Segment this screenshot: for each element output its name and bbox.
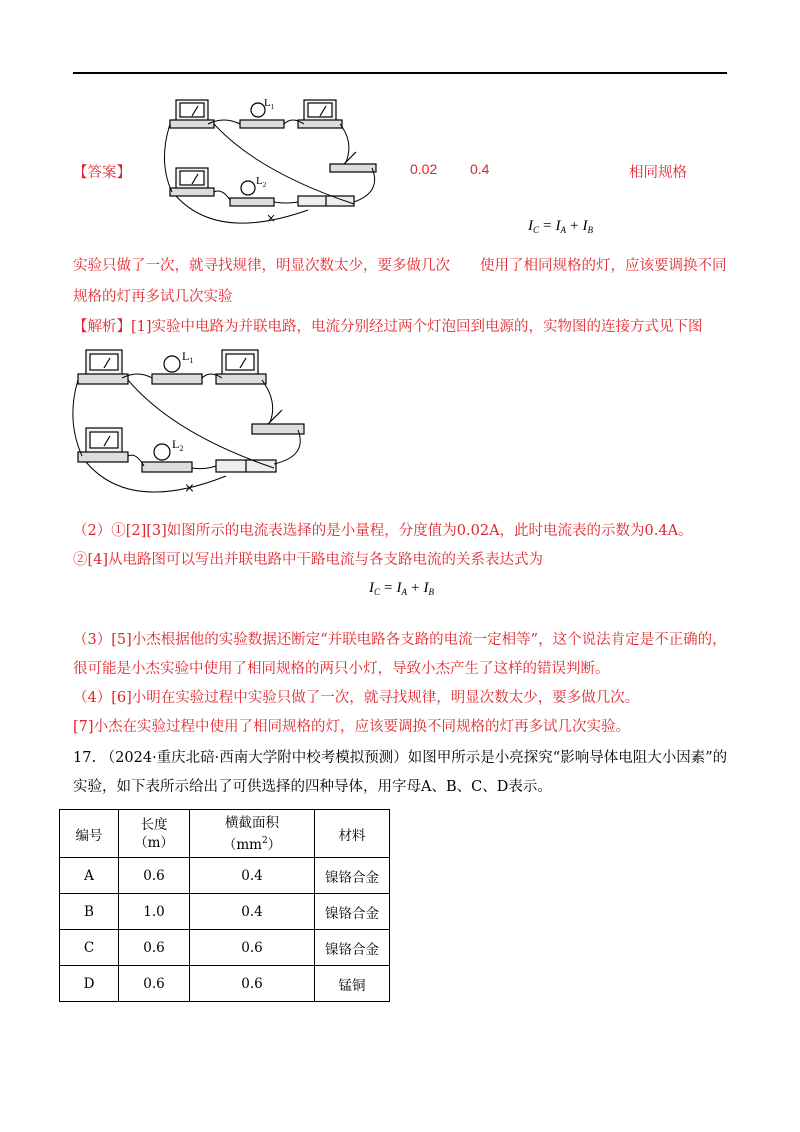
answer-value-3: 相同规格 bbox=[629, 165, 687, 181]
answer-value-1: 0.02 bbox=[410, 161, 438, 177]
cell-area: 0.6 bbox=[190, 930, 315, 966]
label-L2: $L_2$ bbox=[256, 175, 267, 189]
analysis-para-3: ②[4]从电路图可以写出并联电路中干路电流与各支路电流的关系表达式为 bbox=[73, 552, 544, 568]
table-header-row bbox=[60, 810, 390, 858]
header-rule bbox=[73, 72, 727, 74]
answer-value-2: 0.4 bbox=[470, 161, 490, 177]
cell-length: 0.6 bbox=[119, 858, 190, 894]
label-L1-analysis: $L_1$ bbox=[182, 349, 194, 365]
cell-id: C bbox=[60, 930, 119, 966]
answer-text-line3: 规格的灯再多试几次实验 bbox=[73, 289, 233, 305]
cell-area: 0.4 bbox=[190, 894, 315, 930]
equation-analysis: $I_C = I_A + I_B$ bbox=[369, 580, 434, 597]
analysis-para-7: [7]小杰在实验过程中使用了相同规格的灯，应该要调换不同规格的灯再多试几次实验。 bbox=[73, 719, 631, 735]
cell-id: B bbox=[60, 894, 119, 930]
question-17-line1: 17. （2024·重庆北碚·西南大学附中校考模拟预测）如图甲所示是小亮探究“影响导体电阻大小因素”的 bbox=[73, 750, 728, 766]
cell-material: 锰铜 bbox=[315, 966, 390, 1002]
header-material: 材料 bbox=[315, 810, 390, 858]
cell-area: 0.6 bbox=[190, 966, 315, 1002]
analysis-para-4: （3）[5]小杰根据他的实验数据还断定“并联电路各支路的电流一定相等”，这个说法肯定是不正确的， bbox=[73, 632, 727, 648]
label-L1: $L_1$ bbox=[264, 97, 275, 111]
cell-material: 镍铬合金 bbox=[315, 858, 390, 894]
cell-length: 0.6 bbox=[119, 930, 190, 966]
equation-answer: $I_C = I_A + I_B$ bbox=[528, 218, 593, 235]
cell-id: A bbox=[60, 858, 119, 894]
cell-id: D bbox=[60, 966, 119, 1002]
answer-label: 【答案】 bbox=[73, 165, 131, 181]
circuit-diagram-answer bbox=[158, 92, 388, 232]
conductor-table bbox=[59, 809, 390, 1002]
label-L2-analysis: $L_2$ bbox=[172, 437, 184, 453]
analysis-para-1: 【解析】[1]实验中电路为并联电路，电流分别经过两个灯泡回到电源的，实物图的连接方式见下图 bbox=[73, 319, 703, 335]
analysis-para-5: 很可能是小杰实验中使用了相同规格的两只小灯，导致小杰产生了这样的错误判断。 bbox=[73, 661, 610, 677]
cell-material: 镍铬合金 bbox=[315, 930, 390, 966]
analysis-para-2: （2）①[2][3]如图所示的电流表选择的是小量程，分度值为0.02A，此时电流表的示数为0.4A。 bbox=[73, 523, 693, 539]
table-row bbox=[60, 894, 390, 930]
cell-material: 镍铬合金 bbox=[315, 894, 390, 930]
table-row bbox=[60, 858, 390, 894]
question-17-line2: 实验，如下表所示给出了可供选择的四种导体，用字母A、B、C、D表示。 bbox=[73, 779, 552, 795]
header-area: 横截面积 $(mm^2)$ bbox=[190, 810, 315, 858]
table-row bbox=[60, 930, 390, 966]
header-length: 长度 （m） bbox=[119, 810, 190, 858]
answer-text-line2: 实验只做了一次，就寻找规律，明显次数太少，要多做几次 使用了相同规格的灯，应该要调换不同 bbox=[73, 258, 727, 274]
table-row bbox=[60, 966, 390, 1002]
cross-mark-analysis: × bbox=[184, 481, 195, 496]
header-number: 编号 bbox=[60, 810, 119, 858]
cell-length: 1.0 bbox=[119, 894, 190, 930]
cross-mark: × bbox=[266, 211, 277, 225]
analysis-para-6: （4）[6]小明在实验过程中实验只做了一次，就寻找规律，明显次数太少，要多做几次。 bbox=[73, 690, 640, 706]
cell-length: 0.6 bbox=[119, 966, 190, 1002]
circuit-diagram-analysis bbox=[68, 344, 308, 504]
cell-area: 0.4 bbox=[190, 858, 315, 894]
